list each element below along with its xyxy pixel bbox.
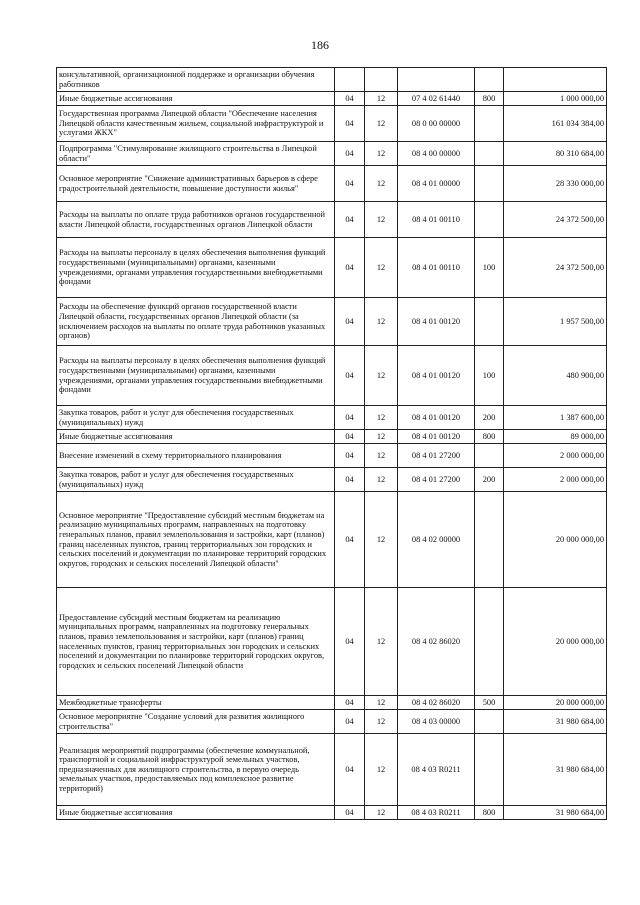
expense-kind-cell: 100 [475,346,504,406]
section-code-cell: 04 [335,696,365,710]
target-article-cell: 08 4 03 00000 [398,710,475,734]
subsection-code-cell: 12 [365,430,398,444]
target-article-cell: 08 4 02 86020 [398,588,475,696]
subsection-code-cell [365,68,398,92]
amount-cell: 1 957 500,00 [504,298,607,346]
target-article-cell: 08 4 01 00120 [398,298,475,346]
row-name-cell: Основное мероприятие "Снижение административных барьеров в сфере градостроительной деятельности, повышение доступности жилья" [57,166,335,202]
section-code-cell: 04 [335,806,365,820]
amount-cell: 31 980 684,00 [504,734,607,806]
expense-kind-cell: 800 [475,92,504,106]
target-article-cell: 08 4 01 00110 [398,202,475,238]
table-row [57,430,607,444]
table-row [57,444,607,468]
table-row [57,92,607,106]
amount-cell: 20 000 000,00 [504,696,607,710]
subsection-code-cell: 12 [365,92,398,106]
target-article-cell [398,68,475,92]
expense-kind-cell [475,166,504,202]
table-row [57,346,607,406]
subsection-code-cell: 12 [365,588,398,696]
target-article-cell: 07 4 02 61440 [398,92,475,106]
section-code-cell [335,68,365,92]
section-code-cell: 04 [335,238,365,298]
expense-kind-cell [475,142,504,166]
amount-cell: 24 372 500,00 [504,238,607,298]
section-code-cell: 04 [335,142,365,166]
target-article-cell: 08 0 00 00000 [398,106,475,142]
target-article-cell: 08 4 01 00120 [398,346,475,406]
table-row [57,696,607,710]
subsection-code-cell: 12 [365,696,398,710]
row-name-cell: Иные бюджетные ассигнования [57,92,335,106]
target-article-cell: 08 4 01 00110 [398,238,475,298]
table-row [57,468,607,492]
expense-kind-cell: 200 [475,468,504,492]
table-row [57,492,607,588]
budget-table [56,67,607,820]
subsection-code-cell: 12 [365,406,398,430]
amount-cell: 2 000 000,00 [504,444,607,468]
table-row [57,68,607,92]
expense-kind-cell [475,68,504,92]
row-name-cell: Межбюджетные трансферты [57,696,335,710]
amount-cell: 31 980 684,00 [504,806,607,820]
expense-kind-cell [475,298,504,346]
row-name-cell: консультативной, организационной поддержке и организации обучения работников [57,68,335,92]
row-name-cell: Иные бюджетные ассигнования [57,806,335,820]
target-article-cell: 08 4 01 00000 [398,166,475,202]
row-name-cell: Расходы на выплаты по оплате труда работников органов государственной власти Липецкой области, государственных органов Липецкой области [57,202,335,238]
section-code-cell: 04 [335,406,365,430]
subsection-code-cell: 12 [365,346,398,406]
row-name-cell: Иные бюджетные ассигнования [57,430,335,444]
amount-cell: 1 000 000,00 [504,92,607,106]
row-name-cell: Подпрограмма "Стимулирование жилищного строительства в Липецкой области" [57,142,335,166]
subsection-code-cell: 12 [365,142,398,166]
section-code-cell: 04 [335,106,365,142]
expense-kind-cell: 800 [475,806,504,820]
target-article-cell: 08 4 01 00120 [398,406,475,430]
amount-cell: 80 310 684,00 [504,142,607,166]
section-code-cell: 04 [335,92,365,106]
page-number: 186 [311,38,329,52]
amount-cell: 89 000,00 [504,430,607,444]
row-name-cell: Предоставление субсидий местным бюджетам на реализацию муниципальных программ, направленных на подготовку генеральных планов, правил землепользования и застройки, карт (планов) границ населенных пунктов, границ территориальных зон городских и сельских поселений и документации по планировке территорий городских округов, городских и сельских поселений Липецкой области [57,588,335,696]
target-article-cell: 08 4 03 R0211 [398,806,475,820]
subsection-code-cell: 12 [365,238,398,298]
amount-cell [504,68,607,92]
subsection-code-cell: 12 [365,166,398,202]
row-name-cell: Реализация мероприятий подпрограммы (обеспечение коммунальной, транспортной и социальной инфраструктурой земельных участков, предназначенных для жилищного строительства, в первую очередь земельных участков, предоставляемых под комплексное развитие территорий) [57,734,335,806]
target-article-cell: 08 4 01 27200 [398,444,475,468]
target-article-cell: 08 4 02 00000 [398,492,475,588]
section-code-cell: 04 [335,734,365,806]
table-row [57,734,607,806]
row-name-cell: Расходы на выплаты персоналу в целях обеспечения выполнения функций государственными (муниципальными) органами, казенными учреждениями, органами управления государственными внебюджетными фондами [57,238,335,298]
section-code-cell: 04 [335,492,365,588]
amount-cell: 2 000 000,00 [504,468,607,492]
amount-cell: 1 387 600,00 [504,406,607,430]
row-name-cell: Закупка товаров, работ и услуг для обеспечения государственных (муниципальных) нужд [57,406,335,430]
table-row [57,166,607,202]
expense-kind-cell [475,734,504,806]
row-name-cell: Расходы на выплаты персоналу в целях обеспечения выполнения функций государственными (муниципальными) органами, казенными учреждениями, органами управления государственными внебюджетными фондами [57,346,335,406]
table-row [57,238,607,298]
budget-table-body [57,68,607,820]
table-row [57,588,607,696]
row-name-cell: Внесение изменений в схему территориального планирования [57,444,335,468]
row-name-cell: Закупка товаров, работ и услуг для обеспечения государственных (муниципальных) нужд [57,468,335,492]
section-code-cell: 04 [335,710,365,734]
target-article-cell: 08 4 02 86020 [398,696,475,710]
section-code-cell: 04 [335,588,365,696]
amount-cell: 480 900,00 [504,346,607,406]
amount-cell: 20 000 000,00 [504,588,607,696]
subsection-code-cell: 12 [365,710,398,734]
target-article-cell: 08 4 03 R0211 [398,734,475,806]
row-name-cell: Основное мероприятие "Предоставление субсидий местным бюджетам на реализацию муниципальных программ, направленных на подготовку генеральных планов, правил землепользования и застройки, карт (планов) границ населенных пунктов, границ территориальных зон городских и сельских поселений и документации по планировке территорий городских округов, городских и сельских поселений Липецкой области" [57,492,335,588]
expense-kind-cell: 500 [475,696,504,710]
amount-cell: 28 330 000,00 [504,166,607,202]
section-code-cell: 04 [335,444,365,468]
amount-cell: 161 034 384,00 [504,106,607,142]
row-name-cell: Расходы на обеспечение функций органов государственной власти Липецкой области, государственных органов Липецкой области (за исключением расходов на выплаты по оплате труда работников указанных органов) [57,298,335,346]
amount-cell: 31 980 684,00 [504,710,607,734]
amount-cell: 20 000 000,00 [504,492,607,588]
section-code-cell: 04 [335,298,365,346]
expense-kind-cell [475,444,504,468]
row-name-cell: Основное мероприятие "Создание условий для развития жилищного строительства" [57,710,335,734]
subsection-code-cell: 12 [365,806,398,820]
expense-kind-cell [475,106,504,142]
table-row [57,406,607,430]
section-code-cell: 04 [335,468,365,492]
expense-kind-cell: 200 [475,406,504,430]
target-article-cell: 08 4 00 00000 [398,142,475,166]
target-article-cell: 08 4 01 27200 [398,468,475,492]
subsection-code-cell: 12 [365,734,398,806]
subsection-code-cell: 12 [365,202,398,238]
expense-kind-cell [475,202,504,238]
section-code-cell: 04 [335,346,365,406]
table-row [57,202,607,238]
expense-kind-cell [475,492,504,588]
subsection-code-cell: 12 [365,444,398,468]
section-code-cell: 04 [335,430,365,444]
expense-kind-cell [475,710,504,734]
table-row [57,710,607,734]
amount-cell: 24 372 500,00 [504,202,607,238]
section-code-cell: 04 [335,166,365,202]
expense-kind-cell: 800 [475,430,504,444]
target-article-cell: 08 4 01 00120 [398,430,475,444]
row-name-cell: Государственная программа Липецкой области "Обеспечение населения Липецкой области качественным жильем, социальной инфраструктурой и услугами ЖКХ" [57,106,335,142]
subsection-code-cell: 12 [365,468,398,492]
subsection-code-cell: 12 [365,298,398,346]
table-row [57,142,607,166]
table-row [57,298,607,346]
table-row [57,106,607,142]
subsection-code-cell: 12 [365,492,398,588]
expense-kind-cell: 100 [475,238,504,298]
table-row [57,806,607,820]
subsection-code-cell: 12 [365,106,398,142]
expense-kind-cell [475,588,504,696]
section-code-cell: 04 [335,202,365,238]
